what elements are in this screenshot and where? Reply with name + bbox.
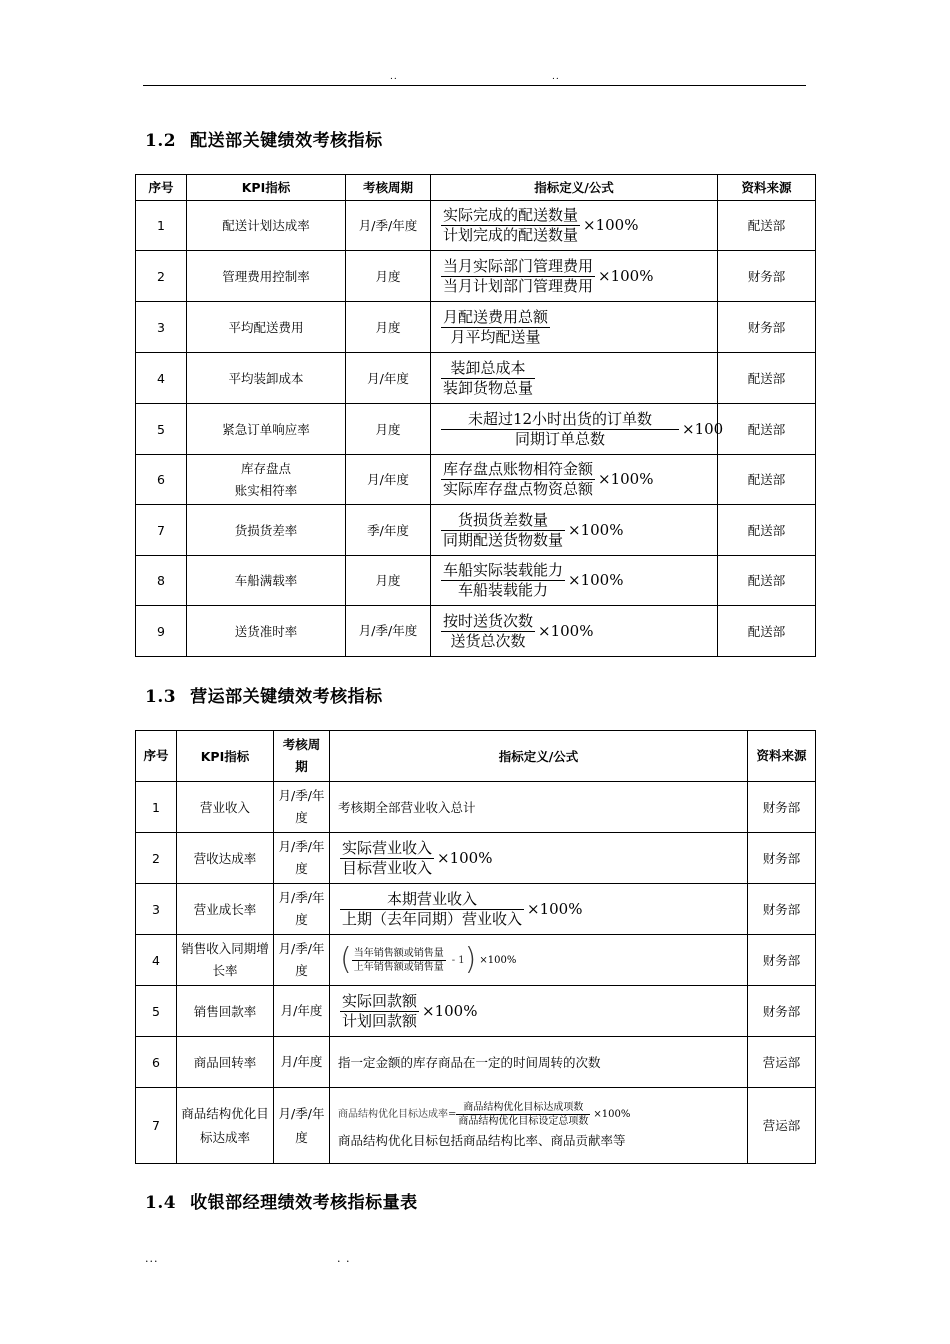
fraction: $\frac{\text{实际完成的配送数量}}{\text{计划完成的配送数量}}$ bbox=[443, 206, 579, 244]
data-source: 财务部 bbox=[718, 302, 816, 353]
row-number: 7 bbox=[136, 1088, 177, 1164]
row-number: 6 bbox=[136, 1037, 177, 1088]
kpi-name: 紧急订单响应率 bbox=[187, 404, 346, 455]
table-row bbox=[136, 404, 816, 455]
table-row bbox=[136, 782, 816, 833]
distribution-kpi-table bbox=[135, 174, 816, 657]
period: 月度 bbox=[346, 302, 431, 353]
period: 月/季/年度 bbox=[274, 935, 330, 986]
table-row bbox=[136, 1037, 816, 1088]
col-header-formula: 指标定义/公式 bbox=[431, 175, 718, 201]
period: 月度 bbox=[346, 404, 431, 455]
data-source: 财务部 bbox=[718, 251, 816, 302]
table-row bbox=[136, 884, 816, 935]
period: 月度 bbox=[346, 251, 431, 302]
formula: $\frac{\text{实际营业收入}}{\text{目标营业收入}}$ ×100% bbox=[330, 833, 748, 884]
table-row bbox=[136, 833, 816, 884]
data-source: 配送部 bbox=[718, 556, 816, 606]
definition: 考核期全部营业收入总计 bbox=[330, 782, 748, 833]
fraction: $\frac{\text{月配送费用总额}}{\text{月平均配送量}}$ bbox=[443, 307, 549, 346]
col-header-no: 序号 bbox=[136, 731, 177, 782]
period: 月/年度 bbox=[274, 986, 330, 1037]
kpi-name: 销售收入同期增长率 bbox=[177, 935, 274, 986]
row-number: 7 bbox=[136, 505, 187, 556]
period: 月度 bbox=[346, 556, 431, 606]
col-header-source: 资料来源 bbox=[748, 731, 816, 782]
period: 月/年度 bbox=[346, 455, 431, 505]
section-number: 1.4 bbox=[145, 1193, 177, 1213]
data-source: 配送部 bbox=[718, 404, 816, 455]
section-1-3-title bbox=[145, 682, 383, 707]
formula bbox=[431, 302, 718, 353]
fraction: $\frac{\text{商品结构优化目标达成项数}}{\text{商品结构优化目标设定总项数}}$ bbox=[458, 1102, 589, 1127]
fraction: $\frac{\text{货损货差数量}}{\text{同期配送货物数量}}$ bbox=[443, 510, 564, 549]
data-source: 财务部 bbox=[748, 833, 816, 884]
footer-dots-left: ... bbox=[145, 1252, 159, 1265]
kpi-name: 平均装卸成本 bbox=[187, 353, 346, 404]
formula: $\frac{\text{实际完成的配送数量}}{\text{计划完成的配送数量}}$ ×100% bbox=[431, 201, 718, 251]
kpi-name: 库存盘点 账实相符率 bbox=[187, 455, 346, 505]
row-number: 5 bbox=[136, 404, 187, 455]
header-dots-right: .. bbox=[552, 72, 560, 82]
kpi-name: 配送计划达成率 bbox=[187, 201, 346, 251]
data-source: 财务部 bbox=[748, 782, 816, 833]
formula: 商品结构优化目标达成率= $\frac{\text{商品结构优化目标达成项数}}{\text{商品结构优化目标设定总项数}}$ ×100% 商品结构优化目标包括商品结构比率、商品贡献率等 bbox=[330, 1088, 748, 1164]
section-1-2-title bbox=[145, 126, 383, 151]
col-header-kpi: KPI指标 bbox=[177, 731, 274, 782]
row-number: 8 bbox=[136, 556, 187, 606]
row-number: 5 bbox=[136, 986, 177, 1037]
kpi-name: 营业成长率 bbox=[177, 884, 274, 935]
fraction: $\frac{\text{本期营业收入}}{\text{上期（去年同期）营业收入}}$ bbox=[342, 889, 523, 928]
data-source: 财务部 bbox=[748, 935, 816, 986]
section-heading: 配送部关键绩效考核指标 bbox=[190, 131, 383, 151]
fraction: $\frac{\text{车船实际装载能力}}{\text{车船装载能力}}$ bbox=[443, 561, 564, 599]
section-heading: 营运部关键绩效考核指标 bbox=[190, 687, 383, 707]
col-header-kpi: KPI指标 bbox=[187, 175, 346, 201]
row-number: 2 bbox=[136, 833, 177, 884]
footer-dots-right: . . bbox=[337, 1252, 351, 1265]
row-number: 2 bbox=[136, 251, 187, 302]
table-row bbox=[136, 302, 816, 353]
data-source: 营运部 bbox=[748, 1088, 816, 1164]
fraction: $\frac{\text{实际回款额}}{\text{计划回款额}}$ bbox=[342, 991, 418, 1030]
kpi-name: 货损货差率 bbox=[187, 505, 346, 556]
period: 月/季/年度 bbox=[346, 606, 431, 657]
table-row bbox=[136, 606, 816, 657]
fraction: $\frac{\text{装卸总成本}}{\text{装卸货物总量}}$ bbox=[443, 358, 534, 397]
row-number: 3 bbox=[136, 302, 187, 353]
kpi-name: 送货准时率 bbox=[187, 606, 346, 657]
operations-kpi-table bbox=[135, 730, 816, 1164]
formula: $\frac{\text{库存盘点账物相符金额}}{\text{实际库存盘点物资总额}}$ ×100% bbox=[431, 455, 718, 505]
formula: $\frac{\text{实际回款额}}{\text{计划回款额}}$ ×100% bbox=[330, 986, 748, 1037]
kpi-name: 营收达成率 bbox=[177, 833, 274, 884]
period: 月/季/年度 bbox=[274, 884, 330, 935]
period: 季/年度 bbox=[346, 505, 431, 556]
formula: $\frac{\text{车船实际装载能力}}{\text{车船装载能力}}$ ×100% bbox=[431, 556, 718, 606]
formula: $\frac{\text{按时送货次数}}{\text{送货总次数}}$ ×100% bbox=[431, 606, 718, 657]
fraction: $\frac{\text{按时送货次数}}{\text{送货总次数}}$ bbox=[443, 611, 534, 650]
data-source: 配送部 bbox=[718, 606, 816, 657]
table-row bbox=[136, 935, 816, 986]
kpi-name: 商品结构优化目标达成率 bbox=[177, 1088, 274, 1164]
kpi-name: 销售回款率 bbox=[177, 986, 274, 1037]
section-number: 1.2 bbox=[145, 131, 177, 151]
data-source: 配送部 bbox=[718, 505, 816, 556]
data-source: 配送部 bbox=[718, 201, 816, 251]
kpi-name: 平均配送费用 bbox=[187, 302, 346, 353]
col-header-source: 资料来源 bbox=[718, 175, 816, 201]
fraction: $\frac{\text{当年销售额或销售量}}{\text{上年销售额或销售量}}$ bbox=[353, 947, 444, 973]
row-number: 6 bbox=[136, 455, 187, 505]
formula bbox=[431, 353, 718, 404]
formula: ( $\frac{\text{当年销售额或销售量}}{\text{上年销售额或销售量}}$ - 1) ×100% bbox=[330, 935, 748, 986]
row-number: 3 bbox=[136, 884, 177, 935]
table-header-row bbox=[136, 731, 816, 782]
col-header-period: 考核周期 bbox=[346, 175, 431, 201]
header-dots-left: .. bbox=[390, 72, 398, 82]
table-row bbox=[136, 1088, 816, 1164]
kpi-name: 商品回转率 bbox=[177, 1037, 274, 1088]
table-header-row bbox=[136, 175, 816, 201]
section-1-4-title bbox=[145, 1188, 418, 1213]
row-number: 1 bbox=[136, 782, 177, 833]
period: 月/季/年度 bbox=[274, 1088, 330, 1164]
header-rule bbox=[143, 85, 806, 86]
period: 月/年度 bbox=[274, 1037, 330, 1088]
section-number: 1.3 bbox=[145, 687, 177, 707]
period: 月/季/年度 bbox=[346, 201, 431, 251]
period: 月/季/年度 bbox=[274, 833, 330, 884]
section-heading: 收银部经理绩效考核指标量表 bbox=[190, 1193, 418, 1213]
col-header-formula: 指标定义/公式 bbox=[330, 731, 748, 782]
kpi-name: 营业收入 bbox=[177, 782, 274, 833]
table-row bbox=[136, 556, 816, 606]
period: 月/季/年度 bbox=[274, 782, 330, 833]
table-row bbox=[136, 201, 816, 251]
formula: $\frac{\text{本期营业收入}}{\text{上期（去年同期）营业收入}}$ ×100% bbox=[330, 884, 748, 935]
formula-note: 商品结构优化目标包括商品结构比率、商品贡献率等 bbox=[338, 1133, 626, 1148]
fraction: $\frac{\text{实际营业收入}}{\text{目标营业收入}}$ bbox=[342, 838, 433, 877]
kpi-name: 车船满载率 bbox=[187, 556, 346, 606]
table-row bbox=[136, 251, 816, 302]
data-source: 财务部 bbox=[748, 884, 816, 935]
period: 月/年度 bbox=[346, 353, 431, 404]
table-row bbox=[136, 505, 816, 556]
row-number: 9 bbox=[136, 606, 187, 657]
row-number: 1 bbox=[136, 201, 187, 251]
formula: $\frac{\text{货损货差数量}}{\text{同期配送货物数量}}$ ×100% bbox=[431, 505, 718, 556]
data-source: 营运部 bbox=[748, 1037, 816, 1088]
fraction: $\frac{\text{当月实际部门管理费用}}{\text{当月计划部门管理费用}}$ bbox=[443, 256, 594, 295]
col-header-period: 考核周期 bbox=[274, 731, 330, 782]
fraction: $\frac{\text{库存盘点账物相符金额}}{\text{实际库存盘点物资总额}}$ bbox=[443, 460, 594, 498]
formula: $\frac{\text{当月实际部门管理费用}}{\text{当月计划部门管理费用}}$ ×100% bbox=[431, 251, 718, 302]
table-row bbox=[136, 986, 816, 1037]
definition: 指一定金额的库存商品在一定的时间周转的次数 bbox=[330, 1037, 748, 1088]
row-number: 4 bbox=[136, 353, 187, 404]
formula: $\frac{\text{未超过12小时出货的订单数}}{\text{同期订单总数}}$ ×100 bbox=[431, 404, 718, 455]
data-source: 配送部 bbox=[718, 455, 816, 505]
data-source: 财务部 bbox=[748, 986, 816, 1037]
kpi-name: 管理费用控制率 bbox=[187, 251, 346, 302]
data-source: 配送部 bbox=[718, 353, 816, 404]
table-row bbox=[136, 353, 816, 404]
col-header-no: 序号 bbox=[136, 175, 187, 201]
row-number: 4 bbox=[136, 935, 177, 986]
table-row bbox=[136, 455, 816, 505]
fraction: $\frac{\text{未超过12小时出货的订单数}}{\text{同期订单总数}}$ bbox=[441, 410, 679, 449]
